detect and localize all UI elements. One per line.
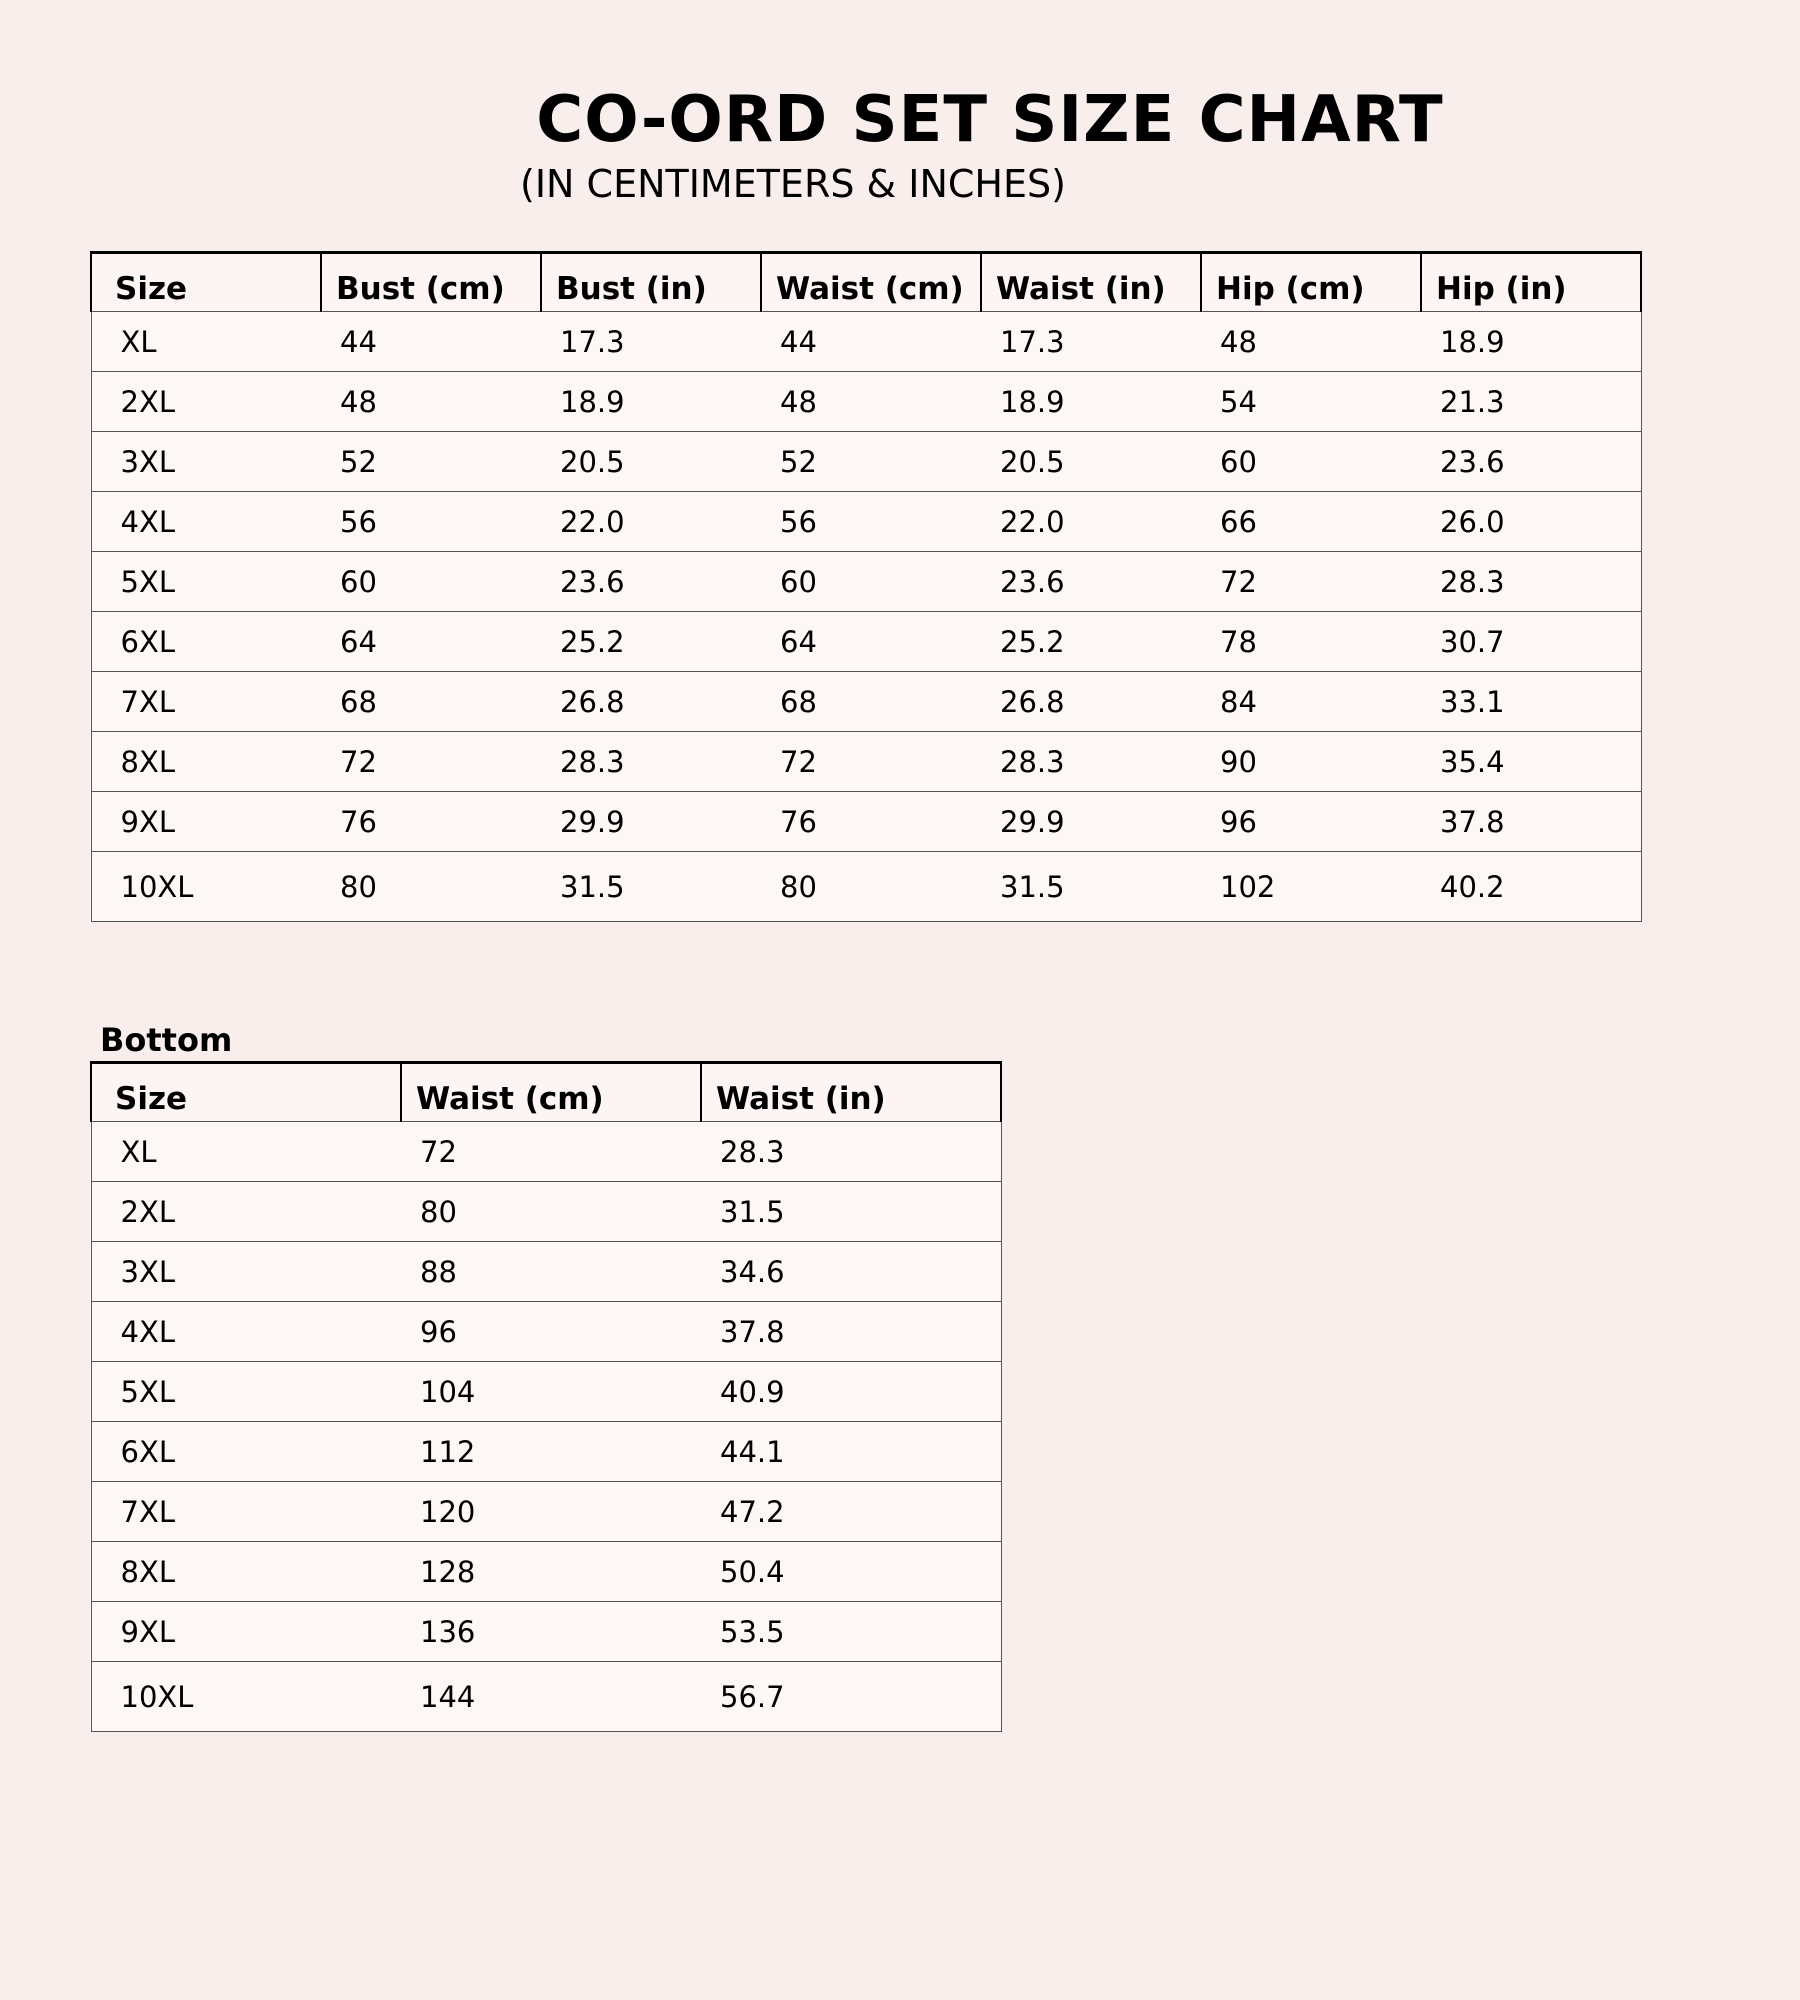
measurement-cell: 37.8 — [1421, 792, 1641, 852]
size-cell: 3XL — [91, 432, 321, 492]
measurement-cell: 29.9 — [541, 792, 761, 852]
size-cell: 2XL — [91, 1182, 401, 1242]
measurement-cell: 90 — [1201, 732, 1421, 792]
measurement-cell: 48 — [321, 372, 541, 432]
table-header-row — [91, 253, 1641, 312]
measurement-cell: 112 — [401, 1422, 701, 1482]
measurement-cell: 52 — [761, 432, 981, 492]
measurement-cell: 56.7 — [701, 1662, 1001, 1732]
measurement-cell: 60 — [761, 552, 981, 612]
table-row — [91, 312, 1641, 372]
page-subtitle: (IN CENTIMETERS & INCHES) — [520, 162, 1066, 206]
table-row — [91, 1302, 1001, 1362]
column-header-size: Size — [91, 1063, 401, 1122]
measurement-cell: 76 — [321, 792, 541, 852]
table-row — [91, 1242, 1001, 1302]
measurement-cell: 22.0 — [981, 492, 1201, 552]
size-cell: 7XL — [91, 1482, 401, 1542]
measurement-cell: 28.3 — [701, 1122, 1001, 1182]
measurement-cell: 44 — [321, 312, 541, 372]
measurement-cell: 17.3 — [981, 312, 1201, 372]
measurement-cell: 56 — [761, 492, 981, 552]
measurement-cell: 56 — [321, 492, 541, 552]
measurement-cell: 18.9 — [1421, 312, 1641, 372]
measurement-cell: 48 — [1201, 312, 1421, 372]
column-header-size: Size — [91, 253, 321, 312]
column-header-bust-cm: Bust (cm) — [321, 253, 541, 312]
table-header-row — [91, 1063, 1001, 1122]
measurement-cell: 54 — [1201, 372, 1421, 432]
table-row — [91, 1122, 1001, 1182]
size-cell: XL — [91, 312, 321, 372]
measurement-cell: 18.9 — [541, 372, 761, 432]
measurement-cell: 136 — [401, 1602, 701, 1662]
measurement-cell: 64 — [321, 612, 541, 672]
measurement-cell: 64 — [761, 612, 981, 672]
measurement-cell: 53.5 — [701, 1602, 1001, 1662]
measurement-cell: 60 — [321, 552, 541, 612]
table-row — [91, 552, 1641, 612]
bottom-section-label: Bottom — [100, 1021, 233, 1059]
column-header-hip-cm: Hip (cm) — [1201, 253, 1421, 312]
column-header-waist-cm: Waist (cm) — [761, 253, 981, 312]
measurement-cell: 28.3 — [541, 732, 761, 792]
column-header-hip-in: Hip (in) — [1421, 253, 1641, 312]
measurement-cell: 29.9 — [981, 792, 1201, 852]
measurement-cell: 120 — [401, 1482, 701, 1542]
measurement-cell: 35.4 — [1421, 732, 1641, 792]
measurement-cell: 22.0 — [541, 492, 761, 552]
measurement-cell: 80 — [401, 1182, 701, 1242]
measurement-cell: 40.2 — [1421, 852, 1641, 922]
measurement-cell: 31.5 — [701, 1182, 1001, 1242]
table-row — [91, 672, 1641, 732]
column-header-waist-cm: Waist (cm) — [401, 1063, 701, 1122]
measurement-cell: 78 — [1201, 612, 1421, 672]
measurement-cell: 128 — [401, 1542, 701, 1602]
measurement-cell: 50.4 — [701, 1542, 1001, 1602]
measurement-cell: 80 — [761, 852, 981, 922]
measurement-cell: 25.2 — [981, 612, 1201, 672]
measurement-cell: 72 — [1201, 552, 1421, 612]
measurement-cell: 96 — [401, 1302, 701, 1362]
table-row — [91, 1602, 1001, 1662]
table-row — [91, 372, 1641, 432]
measurement-cell: 26.8 — [541, 672, 761, 732]
size-cell: 10XL — [91, 1662, 401, 1732]
measurement-cell: 28.3 — [1421, 552, 1641, 612]
table-row — [91, 432, 1641, 492]
measurement-cell: 21.3 — [1421, 372, 1641, 432]
size-cell: 6XL — [91, 1422, 401, 1482]
measurement-cell: 31.5 — [541, 852, 761, 922]
measurement-cell: 72 — [321, 732, 541, 792]
measurement-cell: 40.9 — [701, 1362, 1001, 1422]
table-row — [91, 1482, 1001, 1542]
column-header-waist-in: Waist (in) — [981, 253, 1201, 312]
table-row — [91, 732, 1641, 792]
measurement-cell: 44.1 — [701, 1422, 1001, 1482]
measurement-cell: 26.8 — [981, 672, 1201, 732]
measurement-cell: 23.6 — [541, 552, 761, 612]
page-title: CO-ORD SET SIZE CHART — [536, 83, 1444, 157]
size-cell: 10XL — [91, 852, 321, 922]
measurement-cell: 44 — [761, 312, 981, 372]
measurement-cell: 88 — [401, 1242, 701, 1302]
measurement-cell: 102 — [1201, 852, 1421, 922]
size-cell: XL — [91, 1122, 401, 1182]
column-header-waist-in: Waist (in) — [701, 1063, 1001, 1122]
measurement-cell: 33.1 — [1421, 672, 1641, 732]
top-size-table — [90, 251, 1642, 922]
measurement-cell: 96 — [1201, 792, 1421, 852]
measurement-cell: 68 — [761, 672, 981, 732]
measurement-cell: 84 — [1201, 672, 1421, 732]
table-row — [91, 1182, 1001, 1242]
measurement-cell: 66 — [1201, 492, 1421, 552]
size-cell: 6XL — [91, 612, 321, 672]
measurement-cell: 60 — [1201, 432, 1421, 492]
size-cell: 9XL — [91, 792, 321, 852]
table-row — [91, 792, 1641, 852]
size-cell: 8XL — [91, 732, 321, 792]
measurement-cell: 23.6 — [981, 552, 1201, 612]
size-cell: 3XL — [91, 1242, 401, 1302]
measurement-cell: 72 — [761, 732, 981, 792]
measurement-cell: 28.3 — [981, 732, 1201, 792]
size-cell: 5XL — [91, 552, 321, 612]
measurement-cell: 31.5 — [981, 852, 1201, 922]
measurement-cell: 37.8 — [701, 1302, 1001, 1362]
measurement-cell: 18.9 — [981, 372, 1201, 432]
bottom-size-table — [90, 1061, 1002, 1732]
measurement-cell: 72 — [401, 1122, 701, 1182]
measurement-cell: 47.2 — [701, 1482, 1001, 1542]
measurement-cell: 104 — [401, 1362, 701, 1422]
measurement-cell: 52 — [321, 432, 541, 492]
table-row — [91, 1542, 1001, 1602]
table-row — [91, 1662, 1001, 1732]
size-cell: 4XL — [91, 1302, 401, 1362]
measurement-cell: 76 — [761, 792, 981, 852]
size-cell: 7XL — [91, 672, 321, 732]
measurement-cell: 34.6 — [701, 1242, 1001, 1302]
size-cell: 5XL — [91, 1362, 401, 1422]
measurement-cell: 48 — [761, 372, 981, 432]
table-row — [91, 1362, 1001, 1422]
table-row — [91, 492, 1641, 552]
measurement-cell: 20.5 — [981, 432, 1201, 492]
table-row — [91, 1422, 1001, 1482]
measurement-cell: 20.5 — [541, 432, 761, 492]
measurement-cell: 80 — [321, 852, 541, 922]
table-row — [91, 852, 1641, 922]
measurement-cell: 25.2 — [541, 612, 761, 672]
measurement-cell: 144 — [401, 1662, 701, 1732]
measurement-cell: 23.6 — [1421, 432, 1641, 492]
measurement-cell: 30.7 — [1421, 612, 1641, 672]
size-cell: 2XL — [91, 372, 321, 432]
table-row — [91, 612, 1641, 672]
size-cell: 9XL — [91, 1602, 401, 1662]
column-header-bust-in: Bust (in) — [541, 253, 761, 312]
measurement-cell: 17.3 — [541, 312, 761, 372]
size-cell: 8XL — [91, 1542, 401, 1602]
size-cell: 4XL — [91, 492, 321, 552]
measurement-cell: 68 — [321, 672, 541, 732]
measurement-cell: 26.0 — [1421, 492, 1641, 552]
